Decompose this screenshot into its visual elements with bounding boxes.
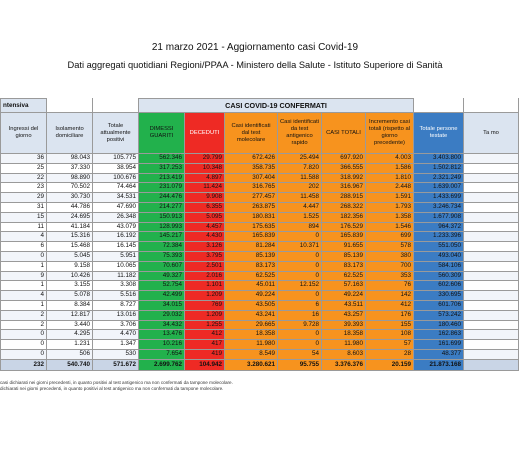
cell-casi-molecolare: 165.839 bbox=[225, 232, 278, 242]
cell-deceduti: 4.897 bbox=[185, 173, 225, 183]
table-row bbox=[1, 222, 519, 232]
cell-ingressi: 2 bbox=[1, 310, 47, 320]
cell-totale-positivi: 5.516 bbox=[93, 291, 139, 301]
cell-casi-totali: 39.393 bbox=[322, 320, 366, 330]
cell-ingressi: 31 bbox=[1, 202, 47, 212]
cell-persone-testate: 601.706 bbox=[414, 300, 464, 310]
cell-isolamento: 5.078 bbox=[47, 291, 93, 301]
page-title: 21 marzo 2021 - Aggiornamento casi Covid-19 bbox=[151, 42, 359, 53]
cell-incremento: 1.591 bbox=[366, 193, 414, 203]
cell-casi-totali: 366.555 bbox=[322, 163, 366, 173]
cell-incremento: 1.793 bbox=[366, 202, 414, 212]
cell-casi-molecolare: 8.549 bbox=[225, 349, 278, 359]
cell-tamponi bbox=[464, 330, 519, 340]
total-cell-dimessi-guariti: 2.699.762 bbox=[139, 359, 185, 370]
cell-isolamento: 41.184 bbox=[47, 222, 93, 232]
col-header-tamponi: Ta mo bbox=[464, 113, 519, 154]
band-casi-confermati: CASI COVID-19 CONFERMATI bbox=[139, 99, 414, 113]
cell-incremento: 1.810 bbox=[366, 173, 414, 183]
cell-tamponi bbox=[464, 310, 519, 320]
cell-persone-testate: 1.502.812 bbox=[414, 163, 464, 173]
cell-isolamento: 8.384 bbox=[47, 300, 93, 310]
table-row bbox=[1, 340, 519, 350]
cell-casi-totali: 83.173 bbox=[322, 261, 366, 271]
cell-casi-antigenico: 0 bbox=[278, 232, 322, 242]
table-row bbox=[1, 251, 519, 261]
cell-casi-molecolare: 43.241 bbox=[225, 310, 278, 320]
cell-tamponi bbox=[464, 281, 519, 291]
cell-persone-testate: 2.321.249 bbox=[414, 173, 464, 183]
cell-isolamento: 4.295 bbox=[47, 330, 93, 340]
cell-persone-testate: 560.309 bbox=[414, 271, 464, 281]
cell-tamponi bbox=[464, 340, 519, 350]
cell-totale-positivi: 38.954 bbox=[93, 163, 139, 173]
cell-persone-testate: 964.372 bbox=[414, 222, 464, 232]
cell-deceduti: 419 bbox=[185, 349, 225, 359]
cell-tamponi bbox=[464, 271, 519, 281]
table-row bbox=[1, 291, 519, 301]
cell-dimessi-guariti: 213.419 bbox=[139, 173, 185, 183]
cell-tamponi bbox=[464, 242, 519, 252]
cell-deceduti: 6.355 bbox=[185, 202, 225, 212]
cell-casi-totali: 318.992 bbox=[322, 173, 366, 183]
cell-deceduti: 4.457 bbox=[185, 222, 225, 232]
table-total-row bbox=[1, 359, 519, 370]
cell-deceduti: 10.348 bbox=[185, 163, 225, 173]
cell-totale-positivi: 47.690 bbox=[93, 202, 139, 212]
total-cell-casi-antigenico: 95.755 bbox=[278, 359, 322, 370]
cell-casi-molecolare: 180.831 bbox=[225, 212, 278, 222]
cell-persone-testate: 1.639.007 bbox=[414, 183, 464, 193]
cell-tamponi bbox=[464, 222, 519, 232]
cell-totale-positivi: 43.079 bbox=[93, 222, 139, 232]
cell-tamponi bbox=[464, 232, 519, 242]
cell-dimessi-guariti: 49.327 bbox=[139, 271, 185, 281]
cell-incremento: 176 bbox=[366, 310, 414, 320]
cell-casi-antigenico: 6 bbox=[278, 300, 322, 310]
cell-deceduti: 4.430 bbox=[185, 232, 225, 242]
cell-casi-molecolare: 307.404 bbox=[225, 173, 278, 183]
cell-incremento: 700 bbox=[366, 261, 414, 271]
cell-incremento: 699 bbox=[366, 232, 414, 242]
col-header-ingressi: Ingressi del giorno bbox=[1, 113, 47, 154]
cell-isolamento: 1.231 bbox=[47, 340, 93, 350]
cell-casi-totali: 165.839 bbox=[322, 232, 366, 242]
cell-casi-molecolare: 83.173 bbox=[225, 261, 278, 271]
cell-deceduti: 412 bbox=[185, 330, 225, 340]
cell-casi-antigenico: 4.447 bbox=[278, 202, 322, 212]
cell-incremento: 28 bbox=[366, 349, 414, 359]
cell-incremento: 1.546 bbox=[366, 222, 414, 232]
table-body bbox=[1, 154, 519, 360]
col-header-deceduti: DECEDUTI bbox=[185, 113, 225, 154]
table-row bbox=[1, 320, 519, 330]
table-row bbox=[1, 163, 519, 173]
total-cell-persone-testate: 21.873.168 bbox=[414, 359, 464, 370]
cell-isolamento: 30.730 bbox=[47, 193, 93, 203]
cell-ingressi: 29 bbox=[1, 193, 47, 203]
cell-ingressi: 0 bbox=[1, 251, 47, 261]
table-row bbox=[1, 281, 519, 291]
cell-persone-testate: 584.106 bbox=[414, 261, 464, 271]
cell-persone-testate: 551.050 bbox=[414, 242, 464, 252]
cell-tamponi bbox=[464, 261, 519, 271]
cell-totale-positivi: 16.145 bbox=[93, 242, 139, 252]
cell-tamponi bbox=[464, 300, 519, 310]
cell-tamponi bbox=[464, 163, 519, 173]
cell-ingressi: 15 bbox=[1, 212, 47, 222]
cell-deceduti: 769 bbox=[185, 300, 225, 310]
cell-incremento: 2.448 bbox=[366, 183, 414, 193]
cell-casi-totali: 49.224 bbox=[322, 291, 366, 301]
cell-casi-totali: 85.139 bbox=[322, 251, 366, 261]
total-cell-totale-positivi: 571.672 bbox=[93, 359, 139, 370]
cell-casi-totali: 18.358 bbox=[322, 330, 366, 340]
table-row bbox=[1, 330, 519, 340]
cell-casi-totali: 182.356 bbox=[322, 212, 366, 222]
cell-casi-molecolare: 62.525 bbox=[225, 271, 278, 281]
col-header-dimessi-guariti: DIMESSI GUARITI bbox=[139, 113, 185, 154]
cell-totale-positivi: 105.775 bbox=[93, 154, 139, 164]
cell-ingressi: 22 bbox=[1, 173, 47, 183]
cell-persone-testate: 3.403.800 bbox=[414, 154, 464, 164]
cell-totale-positivi: 74.464 bbox=[93, 183, 139, 193]
total-cell-ingressi: 232 bbox=[1, 359, 47, 370]
cell-deceduti: 1.255 bbox=[185, 320, 225, 330]
cell-dimessi-guariti: 562.346 bbox=[139, 154, 185, 164]
cell-persone-testate: 573.242 bbox=[414, 310, 464, 320]
cell-persone-testate: 602.606 bbox=[414, 281, 464, 291]
cell-isolamento: 70.502 bbox=[47, 183, 93, 193]
cell-dimessi-guariti: 72.384 bbox=[139, 242, 185, 252]
cell-dimessi-guariti: 128.993 bbox=[139, 222, 185, 232]
cell-persone-testate: 161.699 bbox=[414, 340, 464, 350]
cell-casi-antigenico: 0 bbox=[278, 271, 322, 281]
cell-ingressi: 0 bbox=[1, 330, 47, 340]
table-row bbox=[1, 242, 519, 252]
cell-deceduti: 1.101 bbox=[185, 281, 225, 291]
cell-ingressi: 0 bbox=[1, 340, 47, 350]
cell-isolamento: 24.695 bbox=[47, 212, 93, 222]
cell-totale-positivi: 11.182 bbox=[93, 271, 139, 281]
cell-ingressi: 11 bbox=[1, 222, 47, 232]
cell-tamponi bbox=[464, 193, 519, 203]
cell-persone-testate: 1.433.699 bbox=[414, 193, 464, 203]
cell-casi-antigenico: 0 bbox=[278, 291, 322, 301]
cell-incremento: 142 bbox=[366, 291, 414, 301]
cell-casi-totali: 697.920 bbox=[322, 154, 366, 164]
cell-ingressi: 6 bbox=[1, 242, 47, 252]
cell-casi-totali: 11.980 bbox=[322, 340, 366, 350]
table-row bbox=[1, 202, 519, 212]
band-terapia-intensiva: ntensiva bbox=[1, 99, 47, 113]
cell-casi-antigenico: 0 bbox=[278, 261, 322, 271]
col-header-isolamento: Isolamento domiciliare bbox=[47, 113, 93, 154]
cell-casi-molecolare: 85.139 bbox=[225, 251, 278, 261]
col-header-casi-molecolare: Casi identificati dal test molecolare bbox=[225, 113, 278, 154]
cell-dimessi-guariti: 34.432 bbox=[139, 320, 185, 330]
cell-deceduti: 29.799 bbox=[185, 154, 225, 164]
cell-casi-antigenico: 11.458 bbox=[278, 193, 322, 203]
cell-deceduti: 3.126 bbox=[185, 242, 225, 252]
total-cell-tamponi bbox=[464, 359, 519, 370]
cell-persone-testate: 180.460 bbox=[414, 320, 464, 330]
cell-persone-testate: 48.377 bbox=[414, 349, 464, 359]
cell-casi-antigenico: 25.494 bbox=[278, 154, 322, 164]
cell-ingressi: 9 bbox=[1, 271, 47, 281]
covid-data-table bbox=[0, 98, 519, 371]
cell-casi-molecolare: 316.765 bbox=[225, 183, 278, 193]
cell-deceduti: 2.501 bbox=[185, 261, 225, 271]
cell-tamponi bbox=[464, 212, 519, 222]
cell-tamponi bbox=[464, 173, 519, 183]
cell-casi-molecolare: 11.980 bbox=[225, 340, 278, 350]
total-cell-isolamento: 540.740 bbox=[47, 359, 93, 370]
cell-tamponi bbox=[464, 251, 519, 261]
cell-totale-positivi: 16.192 bbox=[93, 232, 139, 242]
cell-isolamento: 98.043 bbox=[47, 154, 93, 164]
cell-deceduti: 1.209 bbox=[185, 291, 225, 301]
cell-deceduti: 417 bbox=[185, 340, 225, 350]
cell-casi-antigenico: 11.588 bbox=[278, 173, 322, 183]
cell-totale-positivi: 34.531 bbox=[93, 193, 139, 203]
cell-tamponi bbox=[464, 320, 519, 330]
cell-dimessi-guariti: 13.476 bbox=[139, 330, 185, 340]
cell-totale-positivi: 100.676 bbox=[93, 173, 139, 183]
table-row bbox=[1, 232, 519, 242]
cell-casi-totali: 268.322 bbox=[322, 202, 366, 212]
cell-dimessi-guariti: 52.754 bbox=[139, 281, 185, 291]
cell-casi-antigenico: 9.728 bbox=[278, 320, 322, 330]
cell-deceduti: 9.908 bbox=[185, 193, 225, 203]
cell-casi-antigenico: 1.525 bbox=[278, 212, 322, 222]
cell-persone-testate: 330.695 bbox=[414, 291, 464, 301]
cell-casi-antigenico: 7.820 bbox=[278, 163, 322, 173]
cell-casi-molecolare: 175.635 bbox=[225, 222, 278, 232]
cell-isolamento: 15.468 bbox=[47, 242, 93, 252]
table-row bbox=[1, 173, 519, 183]
cell-casi-molecolare: 358.735 bbox=[225, 163, 278, 173]
table-row bbox=[1, 183, 519, 193]
cell-isolamento: 15.316 bbox=[47, 232, 93, 242]
cell-isolamento: 12.817 bbox=[47, 310, 93, 320]
cell-totale-positivi: 26.348 bbox=[93, 212, 139, 222]
table-row bbox=[1, 310, 519, 320]
cell-dimessi-guariti: 75.393 bbox=[139, 251, 185, 261]
cell-casi-totali: 43.257 bbox=[322, 310, 366, 320]
covid-data-table-container bbox=[0, 98, 510, 368]
cell-dimessi-guariti: 150.913 bbox=[139, 212, 185, 222]
cell-incremento: 155 bbox=[366, 320, 414, 330]
cell-incremento: 353 bbox=[366, 271, 414, 281]
cell-casi-totali: 288.915 bbox=[322, 193, 366, 203]
total-cell-incremento: 20.159 bbox=[366, 359, 414, 370]
total-cell-casi-totali: 3.376.376 bbox=[322, 359, 366, 370]
cell-casi-antigenico: 202 bbox=[278, 183, 322, 193]
cell-isolamento: 9.158 bbox=[47, 261, 93, 271]
cell-dimessi-guariti: 42.499 bbox=[139, 291, 185, 301]
cell-dimessi-guariti: 231.079 bbox=[139, 183, 185, 193]
cell-casi-totali: 91.655 bbox=[322, 242, 366, 252]
cell-dimessi-guariti: 34.015 bbox=[139, 300, 185, 310]
cell-casi-totali: 8.603 bbox=[322, 349, 366, 359]
cell-totale-positivi: 10.065 bbox=[93, 261, 139, 271]
cell-deceduti: 3.795 bbox=[185, 251, 225, 261]
table-row bbox=[1, 349, 519, 359]
cell-casi-molecolare: 18.358 bbox=[225, 330, 278, 340]
table-row bbox=[1, 300, 519, 310]
table-row bbox=[1, 261, 519, 271]
col-header-totale-positivi: Totale attualmente positivi bbox=[93, 113, 139, 154]
cell-tamponi bbox=[464, 349, 519, 359]
cell-dimessi-guariti: 317.253 bbox=[139, 163, 185, 173]
cell-isolamento: 10.426 bbox=[47, 271, 93, 281]
cell-ingressi: 36 bbox=[1, 154, 47, 164]
cell-totale-positivi: 1.347 bbox=[93, 340, 139, 350]
cell-casi-totali: 62.525 bbox=[322, 271, 366, 281]
cell-casi-molecolare: 81.284 bbox=[225, 242, 278, 252]
cell-totale-positivi: 4.470 bbox=[93, 330, 139, 340]
cell-ingressi: 2 bbox=[1, 320, 47, 330]
cell-casi-totali: 176.529 bbox=[322, 222, 366, 232]
cell-ingressi: 4 bbox=[1, 232, 47, 242]
cell-ingressi: 25 bbox=[1, 163, 47, 173]
cell-incremento: 1.358 bbox=[366, 212, 414, 222]
cell-totale-positivi: 8.727 bbox=[93, 300, 139, 310]
cell-deceduti: 11.424 bbox=[185, 183, 225, 193]
cell-ingressi: 1 bbox=[1, 261, 47, 271]
cell-casi-antigenico: 0 bbox=[278, 251, 322, 261]
footnote-2: dichiarati nei giorni precedenti, in quanto positivi al test antigenico ma non confermati da tampone molecolare. bbox=[0, 386, 224, 391]
cell-totale-positivi: 5.951 bbox=[93, 251, 139, 261]
cell-casi-antigenico: 54 bbox=[278, 349, 322, 359]
cell-ingressi: 1 bbox=[1, 300, 47, 310]
cell-dimessi-guariti: 244.476 bbox=[139, 193, 185, 203]
cell-casi-totali: 43.511 bbox=[322, 300, 366, 310]
col-header-casi-totali: CASI TOTALI bbox=[322, 113, 366, 154]
cell-isolamento: 3.155 bbox=[47, 281, 93, 291]
cell-casi-molecolare: 29.665 bbox=[225, 320, 278, 330]
cell-isolamento: 37.330 bbox=[47, 163, 93, 173]
cell-isolamento: 3.440 bbox=[47, 320, 93, 330]
cell-totale-positivi: 530 bbox=[93, 349, 139, 359]
cell-casi-molecolare: 277.457 bbox=[225, 193, 278, 203]
col-header-persone-testate: Totale persone testate bbox=[414, 113, 464, 154]
cell-casi-antigenico: 10.371 bbox=[278, 242, 322, 252]
cell-casi-molecolare: 43.505 bbox=[225, 300, 278, 310]
total-cell-deceduti: 104.942 bbox=[185, 359, 225, 370]
total-cell-casi-molecolare: 3.280.621 bbox=[225, 359, 278, 370]
cell-dimessi-guariti: 214.277 bbox=[139, 202, 185, 212]
cell-isolamento: 506 bbox=[47, 349, 93, 359]
cell-persone-testate: 493.040 bbox=[414, 251, 464, 261]
cell-tamponi bbox=[464, 183, 519, 193]
cell-totale-positivi: 3.308 bbox=[93, 281, 139, 291]
cell-incremento: 578 bbox=[366, 242, 414, 252]
cell-ingressi: 4 bbox=[1, 291, 47, 301]
cell-deceduti: 2.016 bbox=[185, 271, 225, 281]
cell-casi-antigenico: 0 bbox=[278, 340, 322, 350]
cell-casi-antigenico: 894 bbox=[278, 222, 322, 232]
cell-dimessi-guariti: 145.217 bbox=[139, 232, 185, 242]
cell-totale-positivi: 13.016 bbox=[93, 310, 139, 320]
page-subtitle: Dati aggregati quotidiani Regioni/PPAA - Ministero della Salute - Istituto Superiore di Sanità bbox=[67, 60, 443, 70]
table-row bbox=[1, 193, 519, 203]
cell-totale-positivi: 3.706 bbox=[93, 320, 139, 330]
table-row bbox=[1, 154, 519, 164]
cell-casi-molecolare: 45.011 bbox=[225, 281, 278, 291]
table-row bbox=[1, 212, 519, 222]
cell-incremento: 380 bbox=[366, 251, 414, 261]
cell-tamponi bbox=[464, 291, 519, 301]
cell-isolamento: 5.045 bbox=[47, 251, 93, 261]
cell-casi-molecolare: 672.426 bbox=[225, 154, 278, 164]
cell-dimessi-guariti: 70.607 bbox=[139, 261, 185, 271]
cell-casi-molecolare: 263.875 bbox=[225, 202, 278, 212]
cell-ingressi: 1 bbox=[1, 281, 47, 291]
cell-dimessi-guariti: 10.216 bbox=[139, 340, 185, 350]
cell-tamponi bbox=[464, 202, 519, 212]
footnote-1: casi dichiarati nei giorni precedenti, in quanto positivi al test antigenico ma non confermati da tampone molecolare. bbox=[0, 380, 233, 385]
table-row bbox=[1, 271, 519, 281]
cell-casi-totali: 316.967 bbox=[322, 183, 366, 193]
cell-persone-testate: 1.677.908 bbox=[414, 212, 464, 222]
cell-deceduti: 5.095 bbox=[185, 212, 225, 222]
cell-persone-testate: 162.863 bbox=[414, 330, 464, 340]
cell-casi-antigenico: 0 bbox=[278, 330, 322, 340]
cell-incremento: 1.586 bbox=[366, 163, 414, 173]
cell-incremento: 76 bbox=[366, 281, 414, 291]
cell-ingressi: 0 bbox=[1, 349, 47, 359]
cell-deceduti: 1.209 bbox=[185, 310, 225, 320]
cell-dimessi-guariti: 7.654 bbox=[139, 349, 185, 359]
cell-incremento: 57 bbox=[366, 340, 414, 350]
cell-isolamento: 98.890 bbox=[47, 173, 93, 183]
cell-incremento: 412 bbox=[366, 300, 414, 310]
cell-persone-testate: 1.233.396 bbox=[414, 232, 464, 242]
cell-persone-testate: 3.246.734 bbox=[414, 202, 464, 212]
col-header-casi-antigenico: Casi identificati da test antigenico rapido bbox=[278, 113, 322, 154]
cell-isolamento: 44.786 bbox=[47, 202, 93, 212]
cell-tamponi bbox=[464, 154, 519, 164]
cell-casi-antigenico: 12.152 bbox=[278, 281, 322, 291]
cell-incremento: 108 bbox=[366, 330, 414, 340]
cell-casi-totali: 57.163 bbox=[322, 281, 366, 291]
cell-casi-molecolare: 49.224 bbox=[225, 291, 278, 301]
col-header-incremento: Incremento casi totali (rispetto al giorno precedente) bbox=[366, 113, 414, 154]
cell-casi-antigenico: 16 bbox=[278, 310, 322, 320]
cell-dimessi-guariti: 29.032 bbox=[139, 310, 185, 320]
cell-incremento: 4.003 bbox=[366, 154, 414, 164]
cell-ingressi: 23 bbox=[1, 183, 47, 193]
